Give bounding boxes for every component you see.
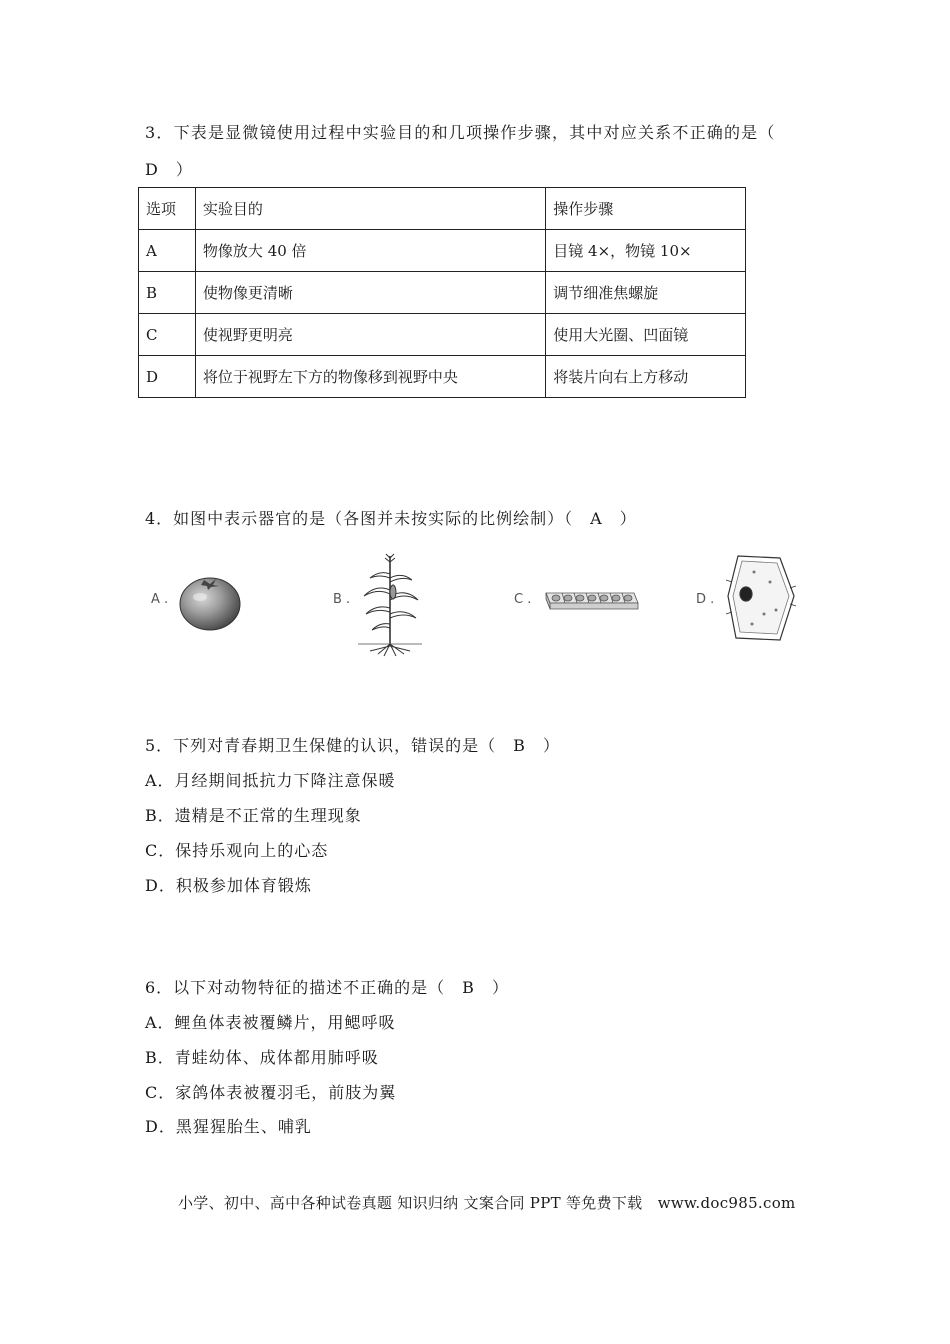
tomato-icon: [178, 570, 242, 636]
question-5-option-c: C．保持乐观向上的心态: [145, 841, 329, 860]
table-header-cell: 选项: [139, 188, 196, 230]
plant-cell-icon: [724, 552, 800, 648]
figure-label-a: A .: [151, 592, 169, 607]
table-row: [139, 356, 746, 398]
figure-label-c: C .: [514, 592, 532, 607]
table-cell: 使用大光圈、凹面镜: [546, 314, 746, 356]
table-cell: D: [139, 356, 196, 398]
question-5-stem: 5．下列对青春期卫生保健的认识，错误的是（ B ）: [145, 736, 560, 755]
figure-label-d: D .: [696, 592, 715, 607]
corn-plant-icon: [350, 552, 430, 664]
table-header-cell: 操作步骤: [546, 188, 746, 230]
question-6-option-c: C．家鸽体表被覆羽毛，前肢为翼: [145, 1083, 397, 1102]
figure-label-b: B .: [333, 592, 351, 607]
question-5-option-d: D．积极参加体育锻炼: [145, 876, 312, 895]
table-cell: 使物像更清晰: [195, 272, 545, 314]
table-cell: 使视野更明亮: [195, 314, 545, 356]
table-header-row: [139, 188, 746, 230]
question-5-option-a: A．月经期间抵抗力下降注意保暖: [145, 771, 396, 790]
question-3-stem: 3．下表是显微镜使用过程中实验目的和几项操作步骤，其中对应关系不正确的是（: [145, 123, 776, 142]
table-cell: A: [139, 230, 196, 272]
table-cell: 将装片向右上方移动: [546, 356, 746, 398]
question-6-stem: 6．以下对动物特征的描述不正确的是（ B ）: [145, 978, 509, 997]
table-row: [139, 230, 746, 272]
table-cell: 将位于视野左下方的物像移到视野中央: [195, 356, 545, 398]
question-6-option-b: B．青蛙幼体、成体都用肺呼吸: [145, 1048, 379, 1067]
question-6-option-d: D．黑猩猩胎生、哺乳: [145, 1117, 312, 1136]
question-4-stem: 4．如图中表示器官的是（各图并未按实际的比例绘制）（ A ）: [145, 509, 637, 528]
table-cell: C: [139, 314, 196, 356]
question-5-option-b: B．遗精是不正常的生理现象: [145, 806, 362, 825]
table-cell: 调节细准焦螺旋: [546, 272, 746, 314]
table-header-cell: 实验目的: [195, 188, 545, 230]
question-6-option-a: A．鲤鱼体表被覆鳞片，用鳃呼吸: [145, 1013, 396, 1032]
epithelial-tissue-icon: [540, 583, 640, 621]
table-cell: 目镜 4×，物镜 10×: [546, 230, 746, 272]
table-row: [139, 272, 746, 314]
page-footer: 小学、初中、高中各种试卷真题 知识归纳 文案合同 PPT 等免费下载 www.doc985.com: [178, 1194, 796, 1212]
microscope-table: [138, 187, 746, 398]
table-cell: B: [139, 272, 196, 314]
table-cell: 物像放大 40 倍: [195, 230, 545, 272]
table-row: [139, 314, 746, 356]
question-3-answer: D ）: [145, 160, 193, 179]
